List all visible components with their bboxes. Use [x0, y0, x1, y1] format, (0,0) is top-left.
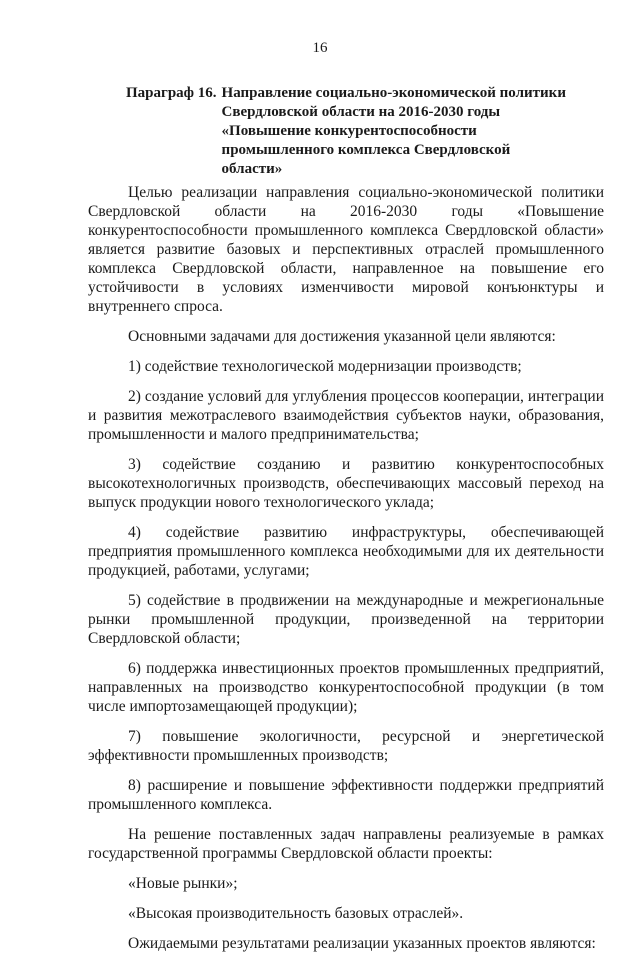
task-item-5: 5) содействие в продвижении на международные и межрегиональные рынки промышленной продукции, произведенной на территории Свердловской области; [88, 592, 604, 647]
paragraph-projects-intro: На решение поставленных задач направлены реализуемые в рамках государственной программы Свердловской области проекты: [88, 826, 604, 862]
heading-title: Направление социально-экономической политики Свердловской области на 2016-2030 годы «Повышение конкурентоспособности промышленного комплекса Свердловской области» [221, 85, 566, 177]
task-item-3: 3) содействие созданию и развитию конкурентоспособных высокотехнологичных производств, обеспечивающих массовый переход на выпуск продукции нового технологического уклада; [88, 456, 604, 511]
task-item-2: 2) создание условий для углубления процессов кооперации, интеграции и развития межотраслевого взаимодействия субъектов науки, образования, промышленности и малого предпринимательства; [88, 388, 604, 443]
task-item-1: 1) содействие технологической модернизации производств; [128, 358, 522, 375]
section-heading [126, 84, 566, 179]
project-item-2: «Высокая производительность базовых отраслей». [128, 905, 464, 922]
task-item-4: 4) содействие развитию инфраструктуры, обеспечивающей предприятия промышленного комплекса необходимыми для их деятельности продукцией, работами, услугами; [88, 524, 604, 579]
task-item-6: 6) поддержка инвестиционных проектов промышленных предприятий, направленных на производство конкурентоспособной продукции (в том числе импортозамещающей продукции); [88, 660, 604, 715]
heading-label: Параграф 16. [126, 85, 217, 101]
project-item-1: «Новые рынки»; [128, 875, 238, 892]
paragraph-tasks-intro: Основными задачами для достижения указанной цели являются: [128, 328, 556, 345]
page-number: 16 [312, 40, 328, 56]
paragraph-results-intro: Ожидаемыми результатами реализации указанных проектов являются: [128, 935, 596, 952]
task-item-8: 8) расширение и повышение эффективности поддержки предприятий промышленного комплекса. [88, 777, 604, 813]
document-body [88, 183, 604, 964]
paragraph-goal: Целью реализации направления социально-экономической политики Свердловской области на 2016-2030 годы «Повышение конкурентоспособности промышленного комплекса Свердловской области» является развитие базовых и перспективных отраслей промышленного комплекса Свердловской области, направленное на повышение его устойчивости в условиях изменчивости мировой конъюнктуры и внутреннего спроса. [88, 184, 604, 315]
task-item-7: 7) повышение экологичности, ресурсной и энергетической эффективности промышленных производств; [88, 728, 604, 764]
